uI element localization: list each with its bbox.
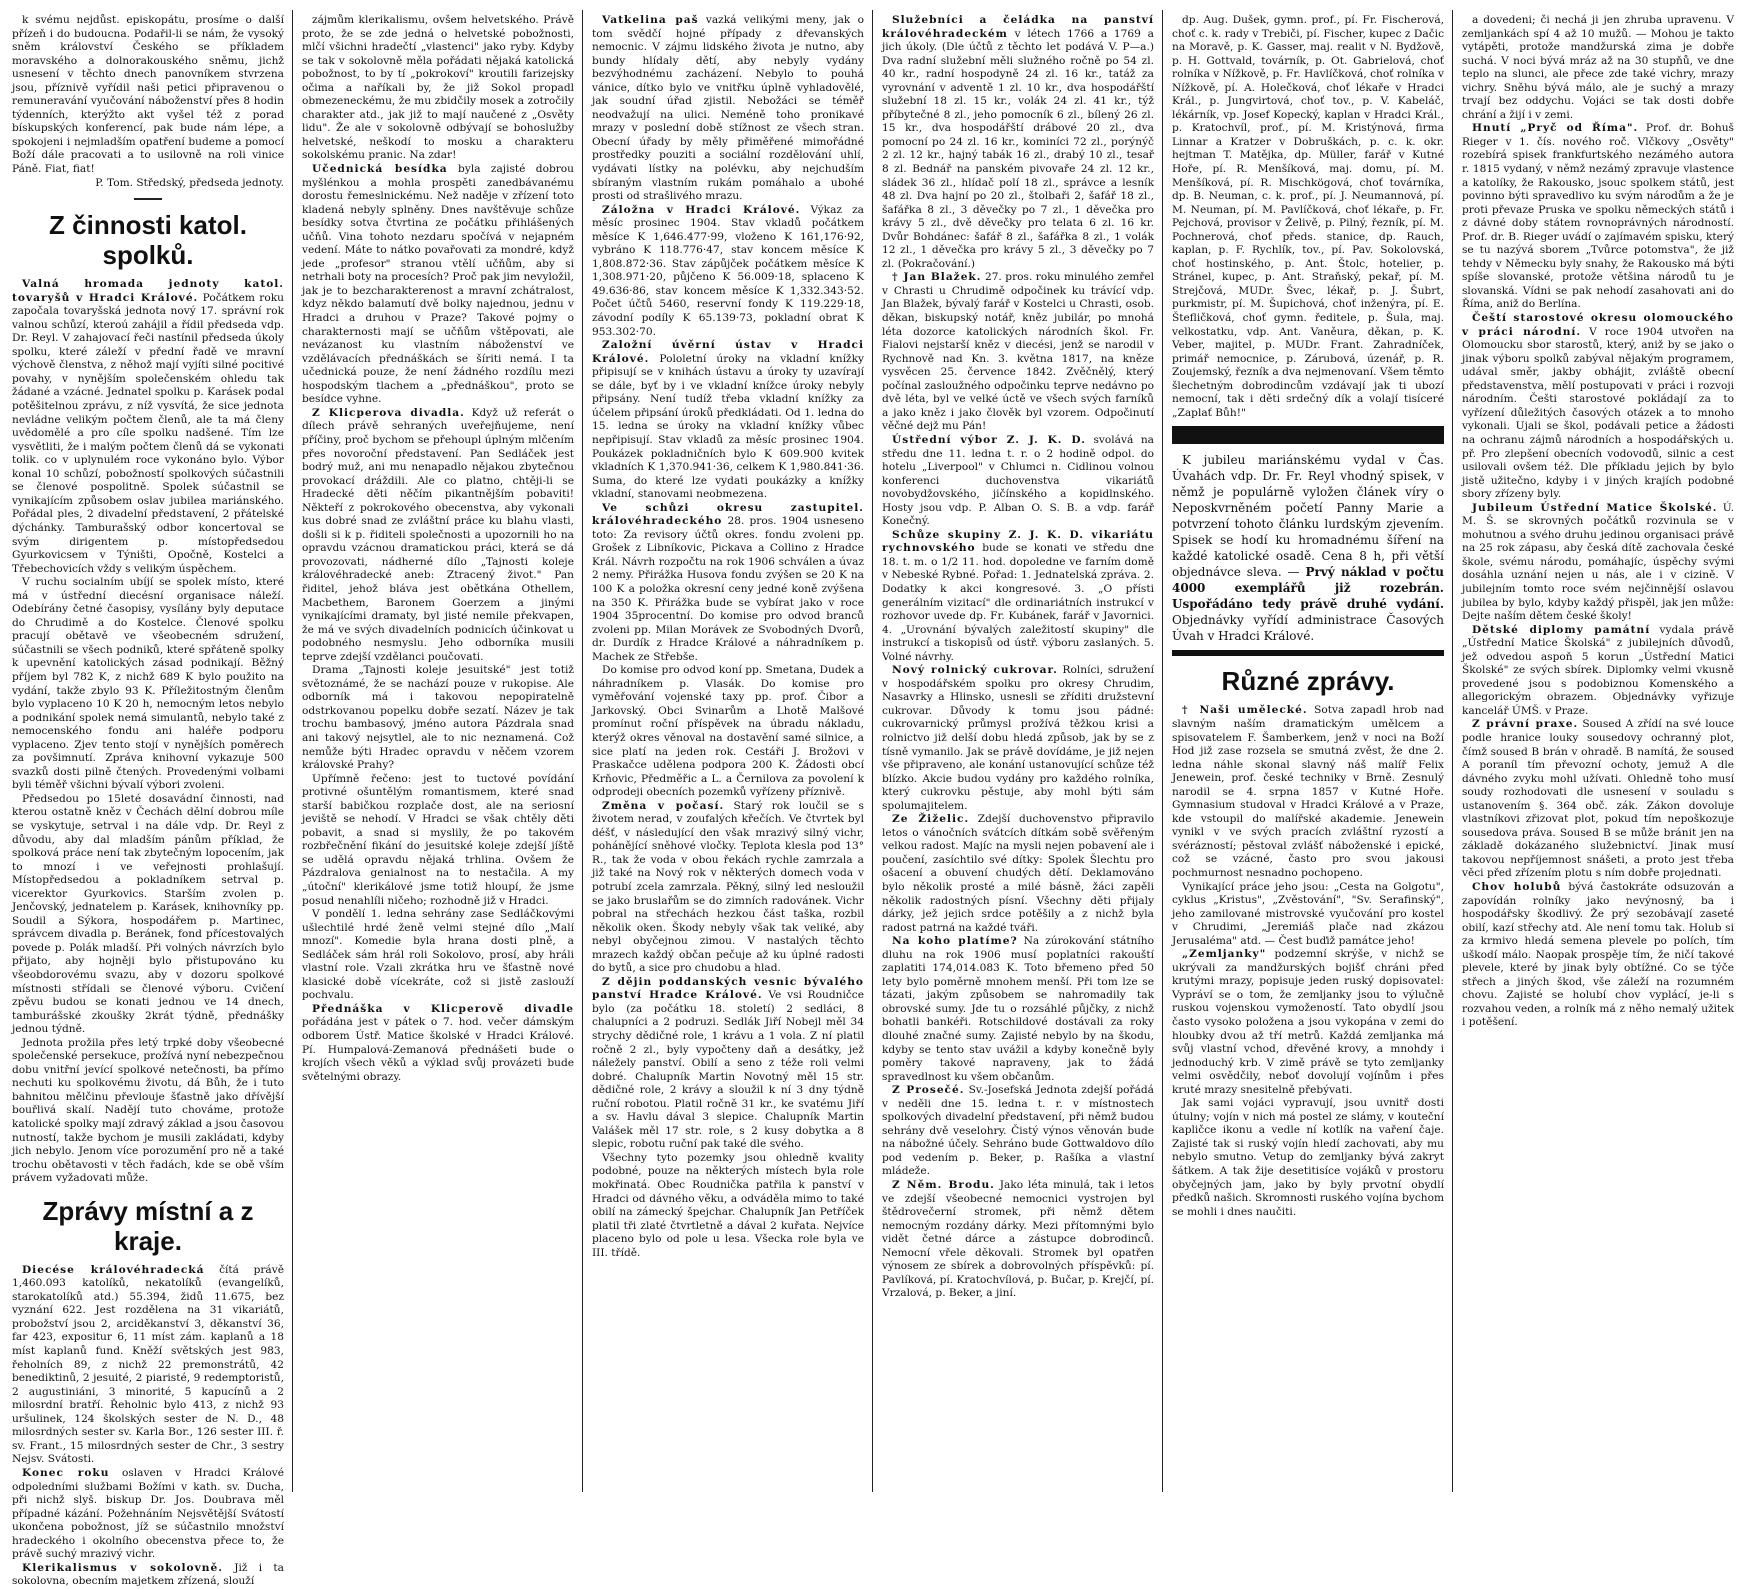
article-lead: Z Něm. Brodu. [892, 1179, 995, 1192]
article-lead: Hnutí „Pryč od Říma". [1472, 122, 1639, 135]
article-paragraph: zájmům klerikalismu, ovšem helvetského. Právě proto, že se zde jedná o helvetské pobožnosti, mlčí všichni hradečtí „vlastenci" jako ryby. Kdyby se tak v sokolovně měla pořádati nějaká katolická pobožnost, to by tí „pokrokoví" kroutili farizejsky očima a naříkali by, že již Sokol propadl obmezeneckému, že mu zbidčily mosek a zotročily charakter atd., jak již to mají naučené z „Osvěty lidu". Že ale v sokolovně odbývají se bohoslužby helvetské, neškodí to mosku a charakteru sokolskému pranic. Na zdar! [302, 14, 574, 162]
article-lead: „Zemljanky" [1182, 948, 1267, 961]
column-rule [582, 10, 583, 1492]
article-paragraph: V pondělí 1. ledna sehrány zase Sedláčkovými ušlechtilé hrdé ženě velmi stejné dílo „Malí mnozí". Komedie byla hrana dosti plně, a Sedláček sám hrál roli Sokolovo, prosí, aby hráli vlastní role. Vzali zkrátka hru ve šťastně nové klasické době vícekráte, což si jistě zaslouží pochvalu. [302, 908, 574, 1002]
column-rule [872, 10, 873, 1492]
article-lead: Konec roku [22, 1466, 110, 1479]
article-text: Sotva zapadl hrob nad slavným naším dramatickým umělcem a spisovatelem F. Šamberkem, jenž v noci na Boží Hod již zase rozsela se smutná zvěst, že dne 2. ledna náhle skonal slavný náš malíř Felix Jenewein, prof. české techniky v Brně. Zesnulý narodil se 4. srpna 1857 v Kutné Hoře. Gymnasium studoval v Hradci Králové a v Praze, kde vstoupil do malířské akademie. Jenewein vynikl v ve svých pracích zvláštní ryzostí a svérázností; pěstoval zvlášť náboženské i epické, což se vzácné, často pro svou jakousi pochmurnost nesnadno pochopeno. [1172, 704, 1444, 879]
article-text: Jako léta minulá, tak i letos ve zdejší všeobecné nemocnici vystrojen byl štědrovečerní stromek, při němž dětem nemocným rozdány dárky. Mezi přítomnými bylo vidět četné dárce a zástupce dobrodinců. Nemocní vřele děkovali. Stromek byl opatřen výnosem ze sbírek a dobrovolných příspěvků: pí. Pavlíková, pí. Kratochvílová, p. Bučar, p. Krejčí, pí. Vrzalová, p. Beker, a jiní. [882, 1179, 1154, 1300]
article-paragraph [1462, 312, 1734, 502]
notice-bold: Prvý náklad v počtu 4000 exemplářů již rozebrán. [1172, 565, 1444, 596]
article-lead: † Naši umělecké. [1182, 704, 1308, 717]
article-lead: Diecése královéhradecká [22, 1263, 205, 1276]
notice-text: Objednávky vyřídí administrace Časových Úvah v Hradci Králové. [1172, 613, 1444, 644]
book-notice: K jubileu mariánskému vydal v Čas. Úvahách vdp. Dr. Fr. Reyl vhodný spisek, v němž je populárně vyložen článek víry o Neposkvrněném početí Panny Marie a potvrzení tohoto článku lurdským zjevením. Spisek se hodí ku hromadnému šíření na každé katolické osadě. Cena 8 h, při větší objednávce sleva. — Prvý náklad v počtu 4000 exemplářů již rozebrán. Uspořádáno tedy právě druhé vydání. Objednávky vyřídí administrace Časových Úvah v Hradci Králové. [1172, 453, 1444, 644]
article-text: Sv.-Josefská Jednota zdejší pořádá v neděli dne 15. ledna t. r. v místnostech spolkových divadelní představení, při němž budou sehrány dvě veselohry. Čistý výnos věnován bude na nábožné účely. Sehráno bude Gottwaldovo dílo pod vedením p. Beker, p. Rašíka a vlastní mládeže. [882, 1084, 1154, 1178]
article-lead: Ze Žiželic. [892, 813, 970, 826]
article-lead: Služebníci a čeládka na panství královéhradeckém [882, 14, 1154, 40]
article-text: bude se konati ve středu dne 18. t. m. o 1/2 11. hod. dopoledne ve farním domě v Nebeské Rybné. Pořad: 1. Jednatelská zpráva. 2. Dodatky k akci kongresové. 3. „O přísti generálním vizitací" dle ordinariátních instrukcí v rozhovor uvede dp. Fr. Kubánek, farář v Javornici. 4. „Urovnání bývalých zaležitostí skupiny" dle instrukcí a tiskopisů od ústř. výboru zaslaných. 5. Volné návrhy. [882, 542, 1154, 663]
article-paragraph: Jednota prožila přes letý trpké doby všeobecné společenské persekuce, prožívá nyní nebezpečnou dobu vnitřní jevící spolkové netečnosti, ba přímo nechuti ku spolkovému životu, dá Bůh, že i tuto bahnitou mělčinu převlouje šťastně jako dřívější bouřlivá skalí. Nadějí tuto chováme, protože katolické spolky mají zdravý základ a jsou časovou nutností, takže bychom je musili zakládati, kdyby jich nebylo. Jenom více porozumění pro ně a také trochu obětavosti v těch řadách, kde se obě vším právem vyžadovati může. [12, 1036, 284, 1185]
article-paragraph: Drama „Tajnosti koleje jesuitské" jest totiž světoznámé, že se nachází pouze v rukopise. Ale odborník má i takovou nepopiratelně odstrkovanou popelku dobře sezatí. Název je tak trochu bambasový, jméno autora Pázdrala snad ani takový nejsytlel, ale to nic neznamená. Což nemůže býti Hradec opravdu v něčem vzorem královské Prahy? [302, 664, 574, 772]
article-lead: Z dějin poddanských vesnic bývalého panství Hradce Králové. [592, 975, 864, 1002]
article-text: čítá právě 1,460.093 katolíků, nekatolíků (evangelíků, starokatolíků atd.) 55.394, židů 11.675, bez vyznání 622. Jest rozdělena na 31 vikariátů, probožství jsou 2, arciděkanství 3, děkanství 36, far 423, expositur 6, 11 míst zám. kaplanů a 18 míst kaplanů fund. Kněží světských jest 983, řeholních 89, z nichž 22 premonstrátů, 42 benediktinů, 2 jesuité, 2 piaristé, 9 redemptoristů, 2 augustiniáni, 3 minorité, 5 kapucínů a 2 milosrdní bratří. Řeholnic bylo 413, z nichž 93 uršulinek, 124 školských sester de N. D., 48 milosrdných sester sv. Karla Bor., 126 sester III. ř. sv. Frant., 15 milosrdných sester de Chr., 3 sestry Nejsv. Svátosti. [12, 1263, 284, 1466]
separator [134, 198, 162, 200]
column-rule [1452, 10, 1453, 1492]
article-paragraph [302, 163, 574, 407]
article-text: 27. pros. roku minulého zemřel v Chrasti u Chrudimě odpočinek ku trávící vdp. Jan Blažek, bývalý farář v Kostelci u Chrasti, osob. děkan, biskupský notář, kněz jubilár, po mnohá léta dozorce katolických národních škol. Fr. Fialovi nejstarší kněz v diecési, jenž se narodil v Rychnově nad Kn. 3. května 1817, na kněze vysvěcen 25. července 1842. Zvěčnělý, který počínal zasloužného odpočinku teprve nedávno po dvě léta, byl ve velké úctě ve všech svých farníků a jako kněz i jako člověk byl vzorem. Odpočinutí věčné dejž mu Pán! [882, 271, 1154, 433]
article-paragraph [1462, 502, 1734, 624]
section-heading-various-news: Různé zprávy. [1221, 666, 1395, 697]
article-text: svolává na středu dne 11. ledna t. r. o 2 hodině odpol. do hotelu „Liverpool" v Chlumci n. Cidlinou volnou konferenci duchovenstva vikariátů novobydžovského, jičínského a kopidlnského. Hosty jsou vdp. P. Alban O. S. B. a vdp. farář Konečný. [882, 433, 1154, 528]
article-lead: Změna v počasí. [602, 799, 725, 812]
article-paragraph [592, 502, 864, 665]
column-rule [1162, 10, 1163, 1492]
article-text: Zdejší duchovenstvo připravilo letos o vánočních svátcích dítkám sobě svěřeným velkou radost. Majíc na mysli nejen pobavení ale i poučení, zasíchtilo své dítky: Spolek Šlechtu pro ošacení a obuvení chudých dětí. Deklamováno bylo několik prosté a milé básně, žáci zapěli několik radostných písní. Všechny děti přijaly dárky, jež jejich srdce potěšily a z nichž byla radost patrná na každé tváři. [882, 813, 1154, 934]
article-lead: Ve schůzi okresu zastupitel. královéhradeckého [592, 501, 864, 528]
article-text: Pololetní úroky na vkladní knížky připisují se v knihách ústavu a úroky ty uzavírají se dále, byť by i ve vkladní knížce úroky nebyly připsány. Není tudíž třeba vkladní knížky za účelem připsání úroků předkládati. Od 1. ledna do 15. ledna se úroky na vkladní knížky vůbec nepřipisují. Stav vkladů za měsíc prosinec 1904. Poukázek pokladničních bylo K 609.900 kvitek vkladních K 1,370.941·36, celkem K 1,980.841·36. Suma, do které lze vydati poukázky a knížky vkladní, stanovami neobmezena. [592, 352, 864, 501]
article-paragraph [302, 1003, 574, 1084]
column-2 [302, 14, 574, 1492]
article-lead: Chov holubů [1472, 881, 1562, 893]
article-text: byla zajisté dobrou myšlénkou a mohla prospěti zanedbávanému dorostu řemeslnickému. Než naděje v zřízení toto kladená nebyly splněny. Dnes navštěvuje schůze besídky sotva čtvrtina ze počátku přihlášených učňů. Vina tohoto nezdaru spočívá v nejapném vedení. Máte to nátko povařovati za mondré, když jede „profesor" stranou vtělí učňům, aby si netrhali boty na procesích? Proč pak jim nevyložil, jak je to bezcharakterenost a mravní zchátralost, kdyz někdo balamutí dvě bolky najednou, jednu v Hradci a druhou v Praze? Takové pojmy o charakternosti mají se učňům vštěpovati, ale nevázanost ku vlastním náboženství ve vzdělávacích přednáškách se šíriti nemá. I ta učednická pouze, že není žádného rozdílu mezi hospodským tlachem a „přednáškou", proto se besídce vyhne. [302, 163, 574, 406]
article-paragraph [1172, 948, 1444, 1097]
article-text: Starý rok loučil se s životem nerad, v zoufalých křečích. Ve čtvrtek byl déšť, v následující den však mrazivý silný vichr, pohánějící sněhové vločky. Teplota klesla pod 13° R., tak že voda v obou řekách rychle zamrzala a již také na Nový rok v některých domech voda v potrubí zcela zamrzala. Pěkný, silný led nesloužil se jako bruslařům se do zimních radovánek. Vichr pobral na střechách hezkou část taška, rozbil několik oken. Škody nebyly však tak veliké, aby nebyl obyčejnou zimou. V nastalých těchto mrazech každý občan pečuje až ku úplné radosti do bytů, a sice pro chudobu a hlad. [592, 799, 864, 975]
article-lead: Nový rolnický cukrovar. [892, 664, 1058, 677]
article-paragraph [882, 813, 1154, 935]
article-paragraph: Předsedou po 15leté dosavádní činnosti, nad kterou ostatně kněz v Čechách dělní dobrou míle se vyskytuje, setrval i na dále vdp. Dr. Reyl z důvodu, aby dal mladším pánům příklad, že spolková práce není tak zbytečným lopocením, jak to mnozí i ve veřejnosti prohlašují. Místopředsedou a pokladníkem setrval p. vicerektor Gyurkovics. Starším zvolen p. Jenčovský, jednatelem p. Karásek, knihovníky pp. Soudil a Sýkora, hospodářem p. Martinec, správcem divadla p. Beránek, fond přícestovalých povede p. Polák mladší. Při volných návrzích bylo přijato, aby hojněji bylo přistupováno ku všeobdorovému svazu, aby v dozoru spolkové místnosti střídali se členové výboru. Cvičení zpěvu budou se konati jednou ve 14 dnech, tamburášské zkoušky 2krát týdně, přednášky jednou týdně. [12, 792, 284, 1036]
article-text: oslaven v Hradci Králové odpoledními službami Božími v kath. sv. Ducha, při nichž slyš. biskup Dr. Jos. Doubrava měl případné kázání. Požehnáním Nejsvětější Svátostí ukončena pobožnost, jíž se súčastnilo množství hradeckého i okolního obecenstva přece to, že právě suchý mrazivý vichr. [12, 1466, 285, 1561]
article-paragraph: Upřímně řečeno: jest to tuctové povídání protivné ošuntělým romantismem, které snad starší babičkou rozplače dost, ale na seriosní jeviště se nehodí. V Hradci se však chtěly děti pobavit, a snad si myslily, že po takovém rozbřečnění fikání do jesuitské koleje zdejší jíště se udělá opravdu nějaká trhlina. Ovšem že Pázdralova genialnost na to nestačila. A my „útoční" klerikálové jsme totiž hloupí, že jsme posud nenahlíli ničeho; rozhodně již v Hradci. [302, 772, 574, 907]
article-paragraph: a dovedeni; či nechá ji jen zhruba upravenu. V zemljankách spí 4 až 10 mužů. — Mohou je takto vytápěti, protože mandžurská zima je dobře suchá. V noci bývá mráz až na 30 stupňů, ve dne teplo na slunci, ale přece zde také vichry, mrazy vichry. Sněhu bývá málo, ale je suchý a mrazy trvají bez oddychu. Vojáci se tak dosti dobře chrání a žijí i v zemi. [1462, 14, 1734, 121]
article-paragraph [882, 935, 1154, 1084]
article-paragraph: V ruchu socialním ubíjí se spolek místo, které má v ústřední diecésní organisace náleží. Odebírány četné časopisy, vysílány byly deputace do Chrudimě a do Kostelce. Členové spolku pracují obětavě ve všeobecném sdružení, súčastnili se všech podniků, které spřáteně spolky k upevnění katolických zásad podnikají. Běžný příjem byl 782 K, z nichž 689 K bylo použito na vydání, takže zbylo 93 K. Příležitostným členům bylo vyplaceno 10 K 20 h, nemocným letos nebylo a podnikání spolek nemá simulantů, nebylo také z nemocenského fondu ani haléře podporu vyplaceno. Zjev tento stojí v nynějších poměrech za povšimnutí. Zpráva knihovní vykazuje 500 svazků dosti pilně čtených. Provedenými volbami byli téměř všichni bývalí výbori zvoleni. [12, 576, 284, 792]
article-lead: Z právní praxe. [1472, 718, 1579, 731]
article-paragraph [882, 664, 1154, 813]
article-text: pořádána jest v pátek o 7. hod. večer dámským odborem Ústř. Matice školské v Hradci Králové. Pí. Humpalová-Zemanová přednášeti bude o krojích všech věků a výklad svůj provázeti bude světelnými obrazy. [302, 1016, 574, 1083]
article-text: v létech 1766 a 1769 a jich úkoly. (Dle účtů z těchto let podává V. P—a.) Dva radní služební měli služného ročně po 54 zl. 40 kr., radní hospodyně 24 zl. 16 kr., tatáž za vyrovnání v adventě 1 zl. 10 kr., dva hospodářští služební 18 zl. 15 kr., volák 24 zl. 41 kr., týž příbytečné 8 zl., jeho pomocník 6 zl., bílený 26 zl. 15 kr., dva hospodářští drábové 20 zl., dva pomocní po 24 zl. 16 kr., kominíci 72 zl., porýnýč 2 zl. 12 kr., hajný tabák 16 zl., drabý 10 zl., tesař 8 zl. Bednář na panském pivovaře 24 zl. 12 kr., sládek 36 zl., hlídač polí 18 zl., správce a lesník 48 zl. Dva hajní po 20 zl., štolbaři 2, šafář 18 zl., šafářka 8 zl., 3 děvečky po 7 zl., 1 děvečka pro krávy 5 zl., dvě děvečky pro telata 6 zl. 16 kr. Dvůr Bohdánec: šafář 8 zl., šafářka 8 zl., 1 volák 12 zl., 1 děvečka pro krávy 5 zl., 3 děvečky po 7 zl. (Pokračování.) [882, 27, 1154, 270]
article-text: Již i ta sokolovna, obecním majetkem zřízená, slouží [12, 1561, 284, 1588]
article-paragraph: Do komise pro odvod koní pp. Smetana, Dudek a náhradníkem p. Vlasák. Do komise pro vyměřování vojenské taxy pp. prof. Čibor a Jarkovský. Obci Svinarům a Lhotě Malšové promínut roční příspěvek na úbradu nákladu, kterýž okres věnoval na dostavění samé silnice, a sice platí na jeden rok. Cestáři J. Brožovi v Praskačce udělena podpora 200 K. Žádosti obcí Krňovic, Předměřic a L. a Černilova za povolení k odprodeji obecních pozemků vyřízeny příznivě. [592, 664, 864, 799]
article-paragraph [12, 1264, 284, 1467]
black-rule [1172, 650, 1444, 656]
article-paragraph [1462, 881, 1734, 1030]
article-text: vydala právě „Ústřední Matice Školská" z jubilejních důvodů, jež odvedou aspoň 5 korun „Ústřední Matici Školské" ze svých sbírek. Diplomky velmi vkusně provedené jsou s podobiznou Komenského a allegorickým obrazem. Objednávky vyřizuje kancelář ÚMŠ. v Praze. [1462, 623, 1734, 717]
article-paragraph: k svému nejdůst. episkopátu, prosíme o další přízeň i do budoucna. Podařil-li se nám, že vysoký sněm království Českého se příkladem moravského a dolnorakouského sněmu, jichž usnesení v těchto dnech panovníkem stvrzena jsou, příznivě vyřídil naši petici připravenou o remuneravání vyučování náboženství přes 8 hodin týdenních, kterýžto akt vyšel též z porad bískupských konferencí, pak bude nám lépe, a spokojeni i nejmladším opatření budeme a pomocí Boží dále pracovati a to usilovně na roli vinice Páně. Fiat, fiat! [12, 14, 284, 176]
article-paragraph [1462, 122, 1734, 312]
article-lead: † Jan Blažek. [892, 271, 982, 284]
article-paragraph: Všechny tyto pozemky jsou ohledně kvality podobné, pouze na některých místech byla role mokřinatá. Obec Roudnička patřila k panství v Hradci od dávného věku, a odváděla mimo to také obilí na zámecký špejchar. Chalupník Jan Petříček platil tři zlaté čtvrtletně a dával 2 kuřata. Nejvíce placeno bylo od pole u lesa. Všecka role byla ve III. třídě. [592, 1151, 864, 1259]
article-lead: Záložna v Hradci Králové. [602, 203, 801, 216]
article-text: bývá častokráte odsuzován a zapovídán rolníky jako nevýnosný, ba i hospodářsky škodlivý. Že prý sezobávají zaseté obilí, kazí střechy atd. Ale není tomu tak. Holub si za krmivo hledá semena plevele po polích, tím uškodí málo. Naopak prospěje tím, že ničí takové plevele, které by jinak byly obtížné. Co se týče střech a jiných škod, vše záleží na rozumném chovu. Zajisté se holubí chov vyplácí, je-li s rozvahou veden, a rolník má z něho nemalý užitek i potěšení. [1462, 881, 1735, 1029]
article-paragraph [592, 976, 864, 1152]
article-text: podzemní skrýše, v nichž se ukrývali za mandžurských bojišť chráni před krutými mrazy, popisuje jeden ruský dopisovatel: Vypráví se o tom, že zemljanky jsou to výlučně ruskou vojenskou vymožeností. Tato obydlí jsou často vysoko položena a jsou vykopána v zemi do hloubky dvou až tří metrů. Každá zemljanka má svůj vlastní vchod, dřevěné krovy, a mnohdy i jednoduchý krb. V zimě právě se tyto zemljanky velmi osvědčily, neboť dovolují vojínům i přes kruté mrazy snesitelně přebývati. [1172, 948, 1444, 1096]
article-paragraph [882, 1179, 1154, 1301]
article-text: vazká velikými meny, jak o tom svědčí hojné případy z dřevanských nemocnic. V zájmu lidského života je nutno, aby bundy hlídaly dětí, aby nebyly vydány bezvýhodnému zacházení. Nebylo to pouhá vánice, dítko bylo ve vnitřku úplně vyhladovělé, jak soudní úřad zjistil. Nebožáci se téměř neodvažují na ulici. Neméně toho pronikavé mrazy v poslední době stížnost ze všech stran. Obecní úřady by měly přiměřené mimořádné prostředky pouziti a sociální rozdělování uhlí, vydávati lístky na polévku, aby nejchudším sbíraným vlastním rukám pomáhalo a ubohé prosti od strašlivého mrazu. [592, 14, 865, 203]
article-paragraph [592, 800, 864, 976]
article-lead: Ústřední výbor Z. J. K. D. [892, 433, 1086, 446]
article-lead: Vatkelina paš [602, 14, 699, 26]
article-lead: Z Klicperova divadla. [312, 406, 465, 419]
article-lead: Přednáška v Klicperově divadle [312, 1002, 574, 1015]
article-text: Výkaz za měsíc prosinec 1904. Stav vkladů počátkem měsíce K 1,646.477·99, vloženo K 161,176·92, vybráno K 118.776·47, stav koncem měsíce K 1,808.872·36. Stav zápůjček počátkem měsíce K 1,308.971·20, půjčeno K 56.009·18, splaceno K 49.636·86, stav koncem měsíce K 1,332.343·52. Počet účtů 5460, reservní fondy K 119.229·18, závodní podíly K 65.139·73, pokladní obrat K 953.302·70. [592, 203, 864, 338]
article-paragraph [882, 271, 1154, 434]
article-paragraph [12, 1562, 284, 1589]
article-lead: Klerikalismus v sokolovně. [22, 1561, 223, 1574]
article-paragraph [592, 339, 864, 502]
black-banner [1172, 426, 1444, 444]
article-paragraph [1462, 624, 1734, 719]
article-lead: Dětské diplomy památní [1472, 623, 1651, 636]
article-lead: Valná hromada jednoty katol. tovaryšů v Hradci Králové. [12, 278, 284, 304]
article-paragraph [302, 407, 574, 664]
section-heading-local-news: Zprávy místní a z kraje. [42, 1195, 254, 1256]
column-rule [292, 10, 293, 1492]
article-paragraph: Jak sami vojáci vypravují, jsou uvnitř dosti útulny; vojín v nich má postel ze slámy, v kouteční kapličce ikonu a vedle ní kotlík na vaření čaje. Zajisté tak si ruský vojín hledí zachovati, aby mu nebylo smutno. Vetup do zemljanky bývá zakryt šátkem. A tak žije desetitisíce vojáků v prostoru obyčejných jam, jako by byly prvotní obydlí předků našich. Skromnosti ruského vojína bychom se mohli i dnes naučiti. [1172, 1097, 1444, 1218]
article-lead: Založní úvěrní ústav v Hradci Králové. [592, 339, 864, 365]
article-text: Na zúrokování státního dluhu na rok 1906 musí poplatníci rakouští zaplatiti 174,014.083 K. Toto břemeno před 50 lety bylo poměrně mnohem menší. Při tom lze se tázati, jakým způsobem se nahromadily tak obrovské sumy. Jde tu o rozsáhlé půjčky, z nichž bohatli bankéři. Rotschildové dostávali za roky dlouhé značné sumy. Zajisté nebylo by na škodu, kdyby se tento stav uvážil a kdyby konečně byly poměry takové napraveny, jak to žádá spravedlnost ku všem občanům. [882, 935, 1154, 1083]
article-lead: Čeští starostové okresu olomouckého v práci národní. [1462, 312, 1734, 338]
article-paragraph: dp. Aug. Dušek, gymn. prof., pí. Fr. Fischerová, choť c. k. rady v Trebiči, pí. Fischer, kupec z Dačic na Moravě, p. K. Gasser, maj. realit v N. Bydžově, p. H. Gottvald, továrník, p. Ot. Gabrielová, choť rolníka v Nížkově, p. Fr. Havlíčková, choť rolníka v Nížkově, pí. A. Holečková, choť lékaře v Hradci Král., p. Jungvirtová, choť tov., p. V. Kabeláč, lékárník, vp. Josef Kopecký, kaplan v Hradci Král., p. Kratochvíl, prof., pí. M. Kristýnová, firma Linnar a Kratzer v Dobruškách, p. c. k. okr. hejtman T. Matějka, dp. Müller, farář v Kutné Hoře, pí. R. Menšíková, maj. domu, pí. M. Menšíková, pí. R. Mischkögová, choť továrníka, dp. B. Neuman, c. k. prof., pí. J. Neumannová, pí. M. Neuman, pí. M. Pavlíčková, choť lékaře, p. Fr. Pejchová, provisor v Želivě, p. Pilný, řezník, pí. M. Pochnerová, choť předs. stanice, dp. Rauch, kaplan, p. F. Rychlík, tov., pí. Pav. Sokolovská, choť hostinského, p. Ant. Štolc, hotelier, p. Stránel, kupec, p. Ant. Straňský, pekař, pí. M. Strejčová, MUDr. Švec, lékař, p. J. Šubrt, purkmistr, pí. M. Šupichová, choť inženýra, pí. E. Štefličková, choť gymn. ředitele, p. Šula, maj. velkostatku, vdp. Ant. Vaněura, děkan, p. K. Veber, majitel, p. MUDr. Frant. Zahradníček, primář nemocnice, p. Zárubová, úzenář, p. R. Zoujemský, řezník a dva nejmenovaní. Všem těmto šlechetným dobrodincům vzdávají jak ti ubozí nemocní, tak i děti srdečný dík a volají tisíceré „Zaplať Bůh!" [1172, 14, 1444, 419]
article-paragraph [882, 1084, 1154, 1179]
article-paragraph [592, 204, 864, 339]
signature: P. Tom. Středský, předseda jednoty. [95, 176, 284, 189]
notice-text: K jubileu mariánskému vydal v Čas. Úvahách vdp. Dr. Fr. Reyl vhodný spisek, v němž je populárně vyložen článek víry o Neposkvrněném početí Panny Marie a potvrzení tohoto článku lurdským zjevením. Spisek se hodí ku hromadnému šíření na každé katolické osadě. Cena 8 h, při větší objednávce sleva. [1172, 453, 1444, 580]
column-5 [1172, 14, 1444, 1492]
article-text: Když už referát o dílech právě sehraných uveřejňujeme, není příčiny, proč bychom se přehoupl úplným mlčením přes novoroční představení. Pan Sedláček jest bodrý muž, ani mu nenapadlo nějakou zbytečnou provokací dráždili. Ale co platno, chtěji-li se Hradecké děti něčím pikantnějším pobaviti! Někteří z pokrokového obecenstva, aby vykonali kus dobré snad ze zvláštní práce ku blahu vlasti, došli si k p. řiditeli společnosti a upozornili ho na opravdu vzácnou dramatickou práci, která se dá provozovati, nádherné dílo „Tajnosti koleje královéhradecké aneb: Ztracený život." Pan řiditel, jehož bláva jest obětkána Othellem, Macbethem, Baronem Goerzem a jinými vynikajícími dramaty, byl jisté nemile překvapen, že má ve svých divadelních podnicích účinkovat u podobného nesmyslu. Jeho odborníka musili teprve zdejší vzdělanci poučovati. [302, 406, 574, 663]
article-paragraph [1172, 704, 1444, 880]
article-paragraph [882, 529, 1154, 664]
section-heading-catholic-societies: Z činnosti katol. spolků. [49, 210, 247, 271]
article-text: Soused A zřídí na své louce podle hranice louky sousedovy ochranný plot, čímž soused B brán v ohradě. B namítá, že soused A poraníl tím převozní ochoty, jemuž A dle dávného zvyku mohl užívati. Ohledně toho musí soudy rozhodovati dle usnesení v souladu s ustanovením §. 364 obč. zák. Zákon dovoluje vlastníkovi zřizovat plot, pokud tím nepoškozuje sousedova práva. Soused B se může bránit jen na základě dokázaného služebnictví. Jinak musí takovou nepříjemnost snášeti, a proto jest třeba věci před zřízením plotu s ním dobře projednati. [1462, 718, 1734, 880]
article-paragraph [882, 434, 1154, 529]
article-paragraph [1462, 718, 1734, 881]
article-lead: Učednická besídka [312, 163, 448, 176]
article-lead: Jubileum Ústřední Matice Školské. [1472, 501, 1718, 514]
article-lead: Schůze skupiny Z. J. K. D. vikariátu rychnovského [882, 528, 1154, 555]
article-paragraph [12, 278, 284, 576]
article-text: Ú. M. Š. se skrovných počátků rozvinula se v mohutnou a svého druhu jedinou organisaci právě na 25 rok zápasu, aby česká dítě zachovala české škole, svému národu, pomáhajíc, úspěchy svými dosáhla uznání nejen u nás, ale i v cizině. V jubilejním tomto roce svém nejčinnější oslavou jubilea by bylo, kdyby každý přispěl, jak jen může: Dejte naším dětem české školy! [1462, 501, 1735, 623]
column-3 [592, 14, 864, 1492]
column-4 [882, 14, 1154, 1492]
article-text: V roce 1904 utvořen na Olomoucku sbor starostů, který, aniž by se jako o jinak výboru spolků zabýval nějakým programem, udával směr, jakby obhájit, zvláště obecní představenstva, mělí postupovati v práci i rozvoji národním. Češti starostové pokládají za to vyřízení důležitých časových otázek a to mnoho vykonali. Ujali se škol, podávali petice a žádosti na ochranu zájmů národních a hospodářských u. př. Pro zlepšení obecních vodovodů, silnic a cest usilovali ovšem též. Dle příkladu jejich by bylo jistě užitečno, kdyby i v jiných krajích podobné sbory zřízeny byly. [1462, 325, 1735, 501]
article-paragraph [12, 1467, 284, 1562]
article-paragraph: Vynikající práce jeho jsou: „Cesta na Golgotu", cyklus „Kristus", „Zvěstování", "Sv. Serafinský", jeho zamilované mistrovské vyučování pro kostel v Chrudimi, „Jeremiáš plače nad zkázou Jerusaléma" atd. — Čest buďiž památce jeho! [1172, 880, 1444, 947]
article-paragraph [882, 14, 1154, 271]
article-paragraph [592, 14, 864, 204]
article-text: Rolníci, sdružení v hospodářském spolku pro okresy Chrudim, Nasavrky a Hlinsko, usnesli se zříditi družstevní cukrovar. Důvody k tomu jsou pádné: cukrovarnický průmysl prožívá těžkou krisi a rolnictvo již delší dobu hledá způsob, jak by se z tísně vymanilo. Jak se právě dovídáme, je již nejen vše připraveno, ale konání ustanovující schůze též blízko. Akcie budou vydány pro každého rolníka, který cukrovku pěstuje, aby mohl býti sám spolumajitelem. [882, 664, 1154, 812]
article-lead: Na koho platíme? [892, 935, 1018, 948]
notice-bold: Uspořádáno tedy právě druhé vydání. [1172, 597, 1444, 612]
article-text: Prof. dr. Bohuš Rieger v 1. čís. nového roč. Vlčkovy „Osvěty" rozebírá spisek frankfurtského nezámého autora r. 1815 vydaný, v němž nezámý zpravuje vlastence a katolíky, že Rakousko, jsouc spolkem států, jest povinno býti spravedlivo ku svým národům a že je proti převaze Pruska ve spolku německých států i z dávné doby státem rovnoprávných národností. Prof. dr. B. Rieger uvádí o zajímavém spisku, který se tu nazývá sborem „Tvůrce potomstva", že již tehdy v Německu byly snahy, že Rakousko má býti spíše slovanské, protože většina národů tu je slovanská. Vídni se pak nehodí zasahovati ani do Říma, aniž do Berlína. [1462, 122, 1734, 311]
column-1 [12, 14, 285, 1588]
article-lead: Z Prosečé. [892, 1084, 965, 1097]
article-text: Počátkem roku započala tovaryšská jednota nový 17. správní rok valnou schůzí, kteroú zahájil a řídil předseda vdp. Dr. Reyl. V zahajovací řeči nastínil předseda úkoly spolku, které záleží v přední řadě ve mravní výchově členstva, z něhož mají vyjíti silné pocitivé povahy, v nynějším společenském ohledu tak žádané a vzácné. Jednatel spolku p. Karásek podal potěšitelnou zprávu, z níž vysvítá, že sice jednota nevládne velikým počtem členů, ale ta má členy uvědomělé a pro cíle spolku nadšené. Tím lze vysvětliti, že i malým počtem členů dá se vykonati tolik. co v uplynulém roce vykonáno bylo. Výbor konal 10 schůzí, pobožností spolkových súčastnili se členové pospolitně. Spolek súčastnil se vynikajícím způsobem oslav jubilea mariánského. Pořádal ples, 2 divadelní představení, 2 přátelské dýchánky. Tamburašský odbor koncertoval se svým dirigentem p. místopředsedou Gyurkovicsem v Týništi, Opočně, Kostelci a Třebechovicích vždy s velikým úspěchem. [12, 291, 284, 575]
article-text: 28. pros. 1904 usneseno toto: Za revisory účtů okres. fondu zvoleni pp. Grošek z Libníkovic, Pickava a Collino z Hradce Král. Návrh rozpočtu na rok 1906 schválen a úvaz 2 nemy. Přirážka Husova fondu zvýšen se 20 K na 100 K a položka okresní ceny jedné koně zvýšena na 350 K. Přirážka bude se vybírat jako v roce 1904 35procentní. Do komise pro odvod branců zvoleni pp. Milan Morávek ze Svobodných Dvorů, dr. Durdík z Hradce Králové a náhradníkem p. Machek ze Střebše. [592, 515, 864, 663]
article-text: Ve vsi Roudničce bylo (za počátku 18. století) 2 sedláci, 8 chalupníci a 2 podruzi. Sedlák Jiří Nobejl měl 34 strychy dědičné role, 1 krávu a 1 vola. Z ní platil ročně 2 zl., byly vypočteny daň a desátky, jež náležely panství. Obilí a seno z téže roli velmi dobré. Chalupník Martin Novotný měl 15 str. dědičné role, 2 krávy a sloužil k ní 3 dny týdně ruční robotou. Platil ročně 31 kr., ke svatému Jiří a sv. Havlu dával 3 slepice. Chalupník Martin Valášek měl 17 str. role, s 2 kusy dobytka a 8 slepic, robotu ruční pak také dle svého. [592, 989, 864, 1151]
column-6 [1462, 14, 1734, 1492]
